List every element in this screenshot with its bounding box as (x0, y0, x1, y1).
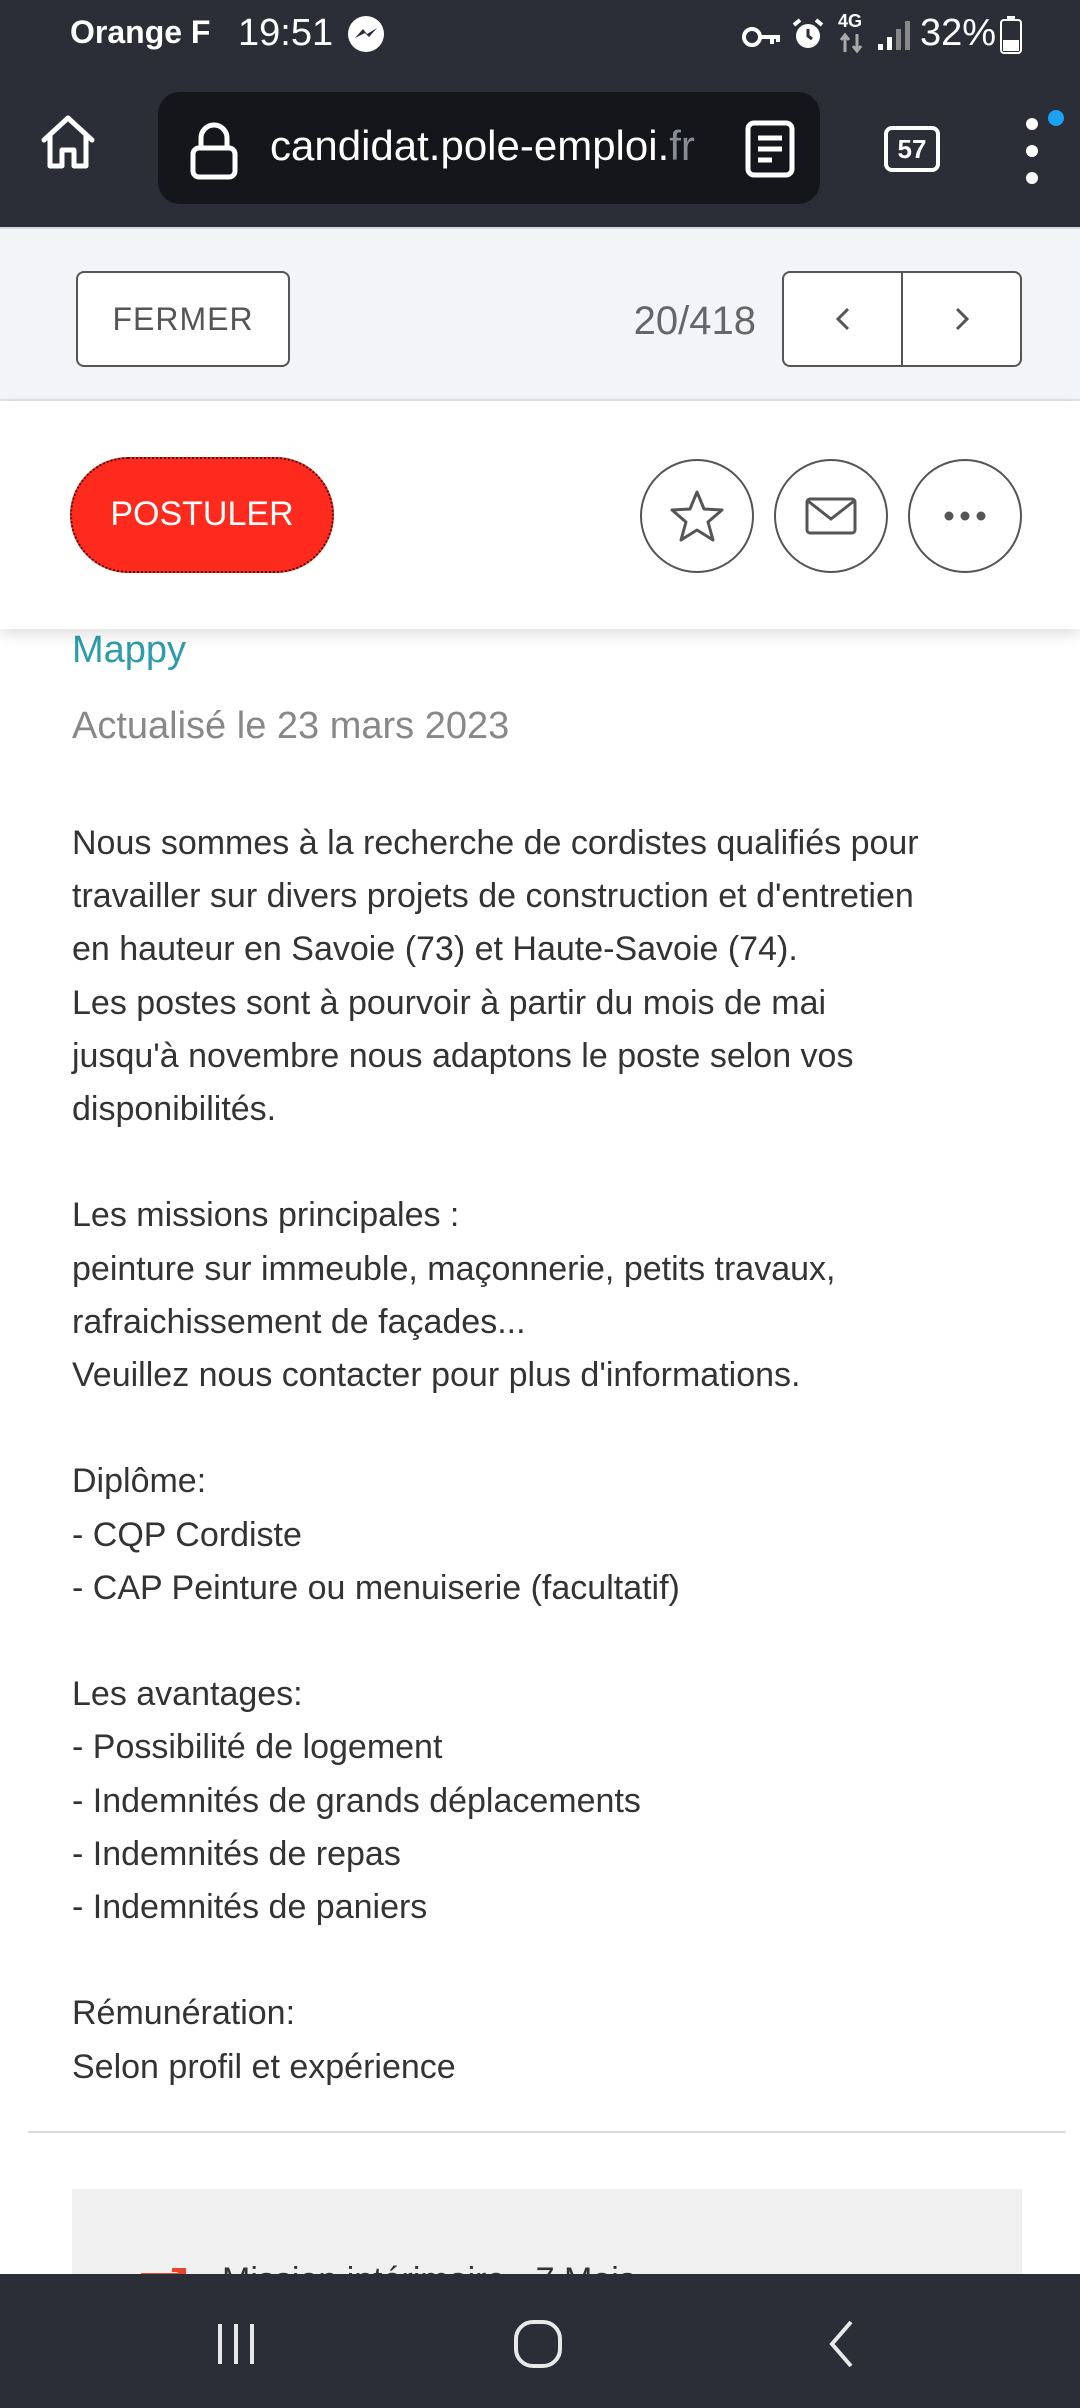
description-line: Diplôme: (72, 1462, 207, 1501)
url-host: candidat.pole-emploi. (270, 122, 670, 169)
status-time: 19:51 (238, 12, 334, 54)
home-nav-button[interactable] (508, 2314, 568, 2374)
description-line: - Indemnités de grands déplacements (72, 1781, 641, 1820)
offer-description (72, 817, 1032, 2094)
description-line: Nous sommes à la recherche de cordistes qualifiés pour (72, 824, 919, 862)
ellipsis-icon (943, 511, 987, 521)
recent-apps-button[interactable] (206, 2314, 266, 2374)
action-bar (0, 401, 1080, 629)
home-icon[interactable] (36, 110, 100, 174)
carrier-name: Orange F (70, 14, 211, 50)
battery-icon (1000, 16, 1022, 59)
favorite-button[interactable] (640, 459, 754, 573)
close-button[interactable]: FERMER (76, 271, 290, 367)
company-link[interactable]: Mappy (72, 629, 187, 671)
description-line: rafraichissement de façades... (72, 1302, 526, 1341)
description-line: jusqu'à novembre nous adaptons le poste selon vos (72, 1036, 854, 1075)
description-line: peinture sur immeuble, maçonnerie, petits travaux, (72, 1249, 836, 1288)
description-line: Rémunération: (72, 1994, 296, 2033)
description-line (72, 1934, 1032, 1987)
home-circle-icon (512, 2318, 564, 2370)
description-line: - Possibilité de logement (72, 1728, 443, 1767)
url-tld: fr (669, 122, 695, 169)
offer-counter: 20/418 (633, 299, 756, 343)
url-text[interactable] (270, 122, 710, 170)
description-line (72, 1615, 1032, 1668)
offer-navigation (0, 227, 1080, 401)
divider (28, 2131, 1066, 2133)
description-line (72, 1402, 1032, 1455)
more-menu-icon[interactable] (1022, 114, 1042, 188)
alarm-icon (790, 16, 826, 57)
star-icon (668, 488, 726, 544)
address-bar[interactable] (158, 92, 820, 204)
back-icon (822, 2318, 862, 2370)
data-arrows-icon (838, 32, 864, 59)
description-line: disponibilités. (72, 1090, 277, 1129)
key-icon (742, 22, 782, 57)
reader-mode-icon[interactable] (740, 118, 800, 180)
previous-offer-button[interactable] (784, 273, 901, 365)
system-navigation-bar (0, 2274, 1080, 2408)
back-button[interactable] (812, 2314, 872, 2374)
signal-icon (876, 18, 914, 57)
description-line (72, 1136, 1032, 1189)
more-options-button[interactable] (908, 459, 1022, 573)
mail-icon (804, 496, 858, 536)
chevron-left-icon (831, 304, 855, 334)
description-line: Les missions principales : (72, 1196, 460, 1235)
next-offer-button[interactable] (901, 273, 1020, 365)
browser-toolbar (0, 70, 1080, 227)
lock-icon (188, 122, 240, 180)
messenger-icon (346, 14, 386, 59)
offer-content (0, 629, 1080, 2274)
description-line: - Indemnités de repas (72, 1834, 401, 1873)
updated-date: Actualisé le 23 mars 2023 (72, 705, 510, 747)
recent-apps-icon (211, 2322, 261, 2366)
description-line: - CQP Cordiste (72, 1515, 302, 1554)
tabs-count-button[interactable]: 57 (884, 126, 940, 172)
description-line: Les postes sont à pourvoir à partir du mois de mai (72, 983, 827, 1022)
description-line: Selon profil et expérience (72, 2047, 456, 2086)
description-line: travailler sur divers projets de construction et d'entretien (72, 877, 914, 916)
pager (782, 271, 1022, 367)
description-line: - CAP Peinture ou menuiserie (facultatif) (72, 1568, 680, 1607)
description-line: - Indemnités de paniers (72, 1888, 428, 1927)
network-type: 4G (838, 11, 863, 31)
apply-button[interactable]: POSTULER (70, 457, 334, 573)
description-line: en hauteur en Savoie (73) et Haute-Savoie (74). (72, 930, 798, 969)
notification-dot (1048, 110, 1064, 126)
chevron-right-icon (950, 304, 974, 334)
description-line: Les avantages: (72, 1675, 303, 1714)
description-line: Veuillez nous contacter pour plus d'informations. (72, 1356, 801, 1395)
email-button[interactable] (774, 459, 888, 573)
battery-percent: 32% (920, 12, 997, 54)
status-bar (0, 0, 1080, 70)
